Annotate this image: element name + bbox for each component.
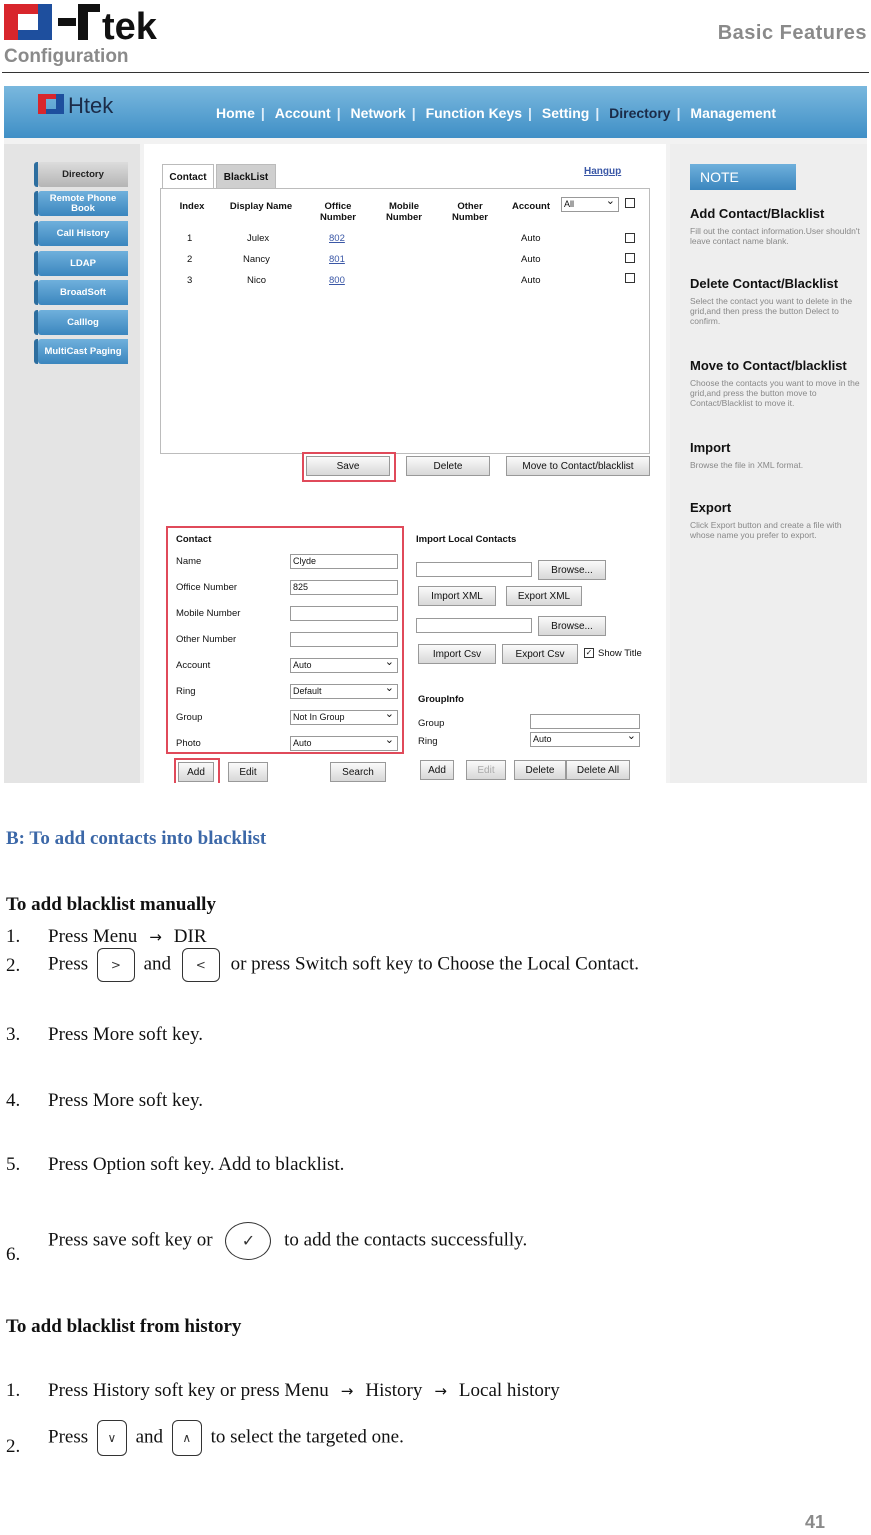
tab-contact[interactable]: Contact	[162, 164, 214, 189]
groupinfo-ring-label: Ring	[418, 736, 438, 747]
row2-index: 2	[187, 254, 193, 265]
sidebar-item-directory[interactable]: Directory	[38, 162, 128, 187]
step5-text: Press Option soft key. Add to blacklist.	[48, 1154, 345, 1175]
step1-text-b: DIR	[173, 926, 207, 947]
step6-num: 6.	[6, 1244, 21, 1265]
hangup-link[interactable]: Hangup	[584, 166, 622, 177]
sidebar-item-ldap[interactable]: LDAP	[38, 251, 128, 276]
step2	[48, 948, 639, 982]
import-csv-file-input[interactable]	[416, 618, 532, 633]
export-xml-button[interactable]: Export XML	[506, 586, 582, 606]
row2-checkbox[interactable]	[625, 253, 635, 263]
step2-and: and	[143, 953, 172, 975]
save-button[interactable]: Save	[306, 456, 390, 476]
search-button[interactable]: Search	[330, 762, 386, 782]
label-ring: Ring	[176, 686, 196, 697]
nav-directory[interactable]: Directory	[609, 105, 671, 121]
row2-name: Nancy	[243, 254, 270, 265]
step2-text-a: Press	[48, 953, 89, 975]
nav-account[interactable]: Account	[274, 105, 331, 121]
header-divider	[2, 72, 869, 73]
delete-button[interactable]: Delete	[406, 456, 490, 476]
label-office-number: Office Number	[176, 582, 238, 593]
note-text-delete: Select the contact you want to delete in the grid,and then press the button Delect to confirm.	[690, 296, 853, 326]
sidebar-item-remote-phone-book[interactable]: Remote Phone Book	[38, 191, 128, 216]
hstep1-num: 1.	[6, 1380, 21, 1401]
row3-account: Auto	[521, 275, 541, 286]
show-title-checkbox[interactable]: ✓	[585, 648, 593, 657]
arrow-icon: →	[149, 928, 162, 946]
grid-header-mobile-number: Mobile Number	[386, 201, 422, 223]
grid-header-office-number: Office Number	[320, 201, 356, 223]
step3-text: Press More soft key.	[48, 1024, 203, 1045]
step2-num: 2.	[6, 955, 21, 976]
left-key-icon: <	[182, 948, 220, 982]
page-number: 41	[804, 1512, 825, 1532]
header-chapter: Configuration	[4, 46, 129, 67]
account-select[interactable]: Auto ⌄	[290, 658, 398, 673]
svg-text:Htek: Htek	[68, 93, 114, 118]
photo-select[interactable]: Auto ⌄	[290, 736, 398, 751]
row3-index: 3	[187, 275, 193, 286]
tab-blacklist[interactable]: BlackList	[216, 164, 276, 190]
step1-num: 1.	[6, 926, 21, 947]
note-panel	[670, 144, 867, 783]
contact-grid	[160, 188, 650, 454]
sidebar-item-multicast-paging[interactable]: MultiCast Paging	[38, 339, 128, 364]
hstep2-text-a: Press	[48, 1426, 89, 1448]
account-filter-select[interactable]: All ⌄	[561, 197, 619, 212]
select-all-checkbox[interactable]	[625, 198, 635, 208]
import-csv-button[interactable]: Import Csv	[418, 644, 496, 664]
ok-key-icon: ✓	[225, 1222, 271, 1260]
hstep2-and: and	[135, 1426, 164, 1448]
step4-text: Press More soft key.	[48, 1090, 203, 1111]
grid-header-index: Index	[179, 201, 205, 212]
step3-num: 3.	[6, 1024, 21, 1045]
groupinfo-title: GroupInfo	[418, 694, 464, 705]
edit-button[interactable]: Edit	[228, 762, 268, 782]
import-xml-button[interactable]: Import XML	[418, 586, 496, 606]
nav-setting[interactable]: Setting	[541, 105, 590, 121]
step2-text-b: or press Switch soft key to Choose the Local Contact.	[230, 953, 639, 975]
hstep1-text-b: History	[365, 1380, 423, 1401]
browse-csv-button[interactable]: Browse...	[538, 616, 606, 636]
note-text-export: Click Export button and create a file with whose name you prefer to export.	[690, 520, 842, 540]
contact-form-title: Contact	[176, 534, 212, 545]
browse-xml-button[interactable]: Browse...	[538, 560, 606, 580]
label-mobile-number: Mobile Number	[176, 608, 241, 619]
nav-home[interactable]: Home	[216, 105, 255, 121]
label-group: Group	[176, 712, 203, 723]
label-name: Name	[176, 556, 202, 567]
group-edit-button[interactable]: Edit	[466, 760, 506, 780]
hstep2-num: 2.	[6, 1436, 21, 1457]
step6-text-b: to add the contacts successfully.	[284, 1229, 528, 1251]
sidebar-item-calllog[interactable]: Calllog	[38, 310, 128, 335]
row3-office[interactable]: 800	[329, 275, 345, 286]
row1-office[interactable]: 802	[329, 233, 345, 244]
right-key-icon: >	[97, 948, 135, 982]
label-other-number: Other Number	[176, 634, 237, 645]
row2-account: Auto	[521, 254, 541, 265]
hstep1-text-a: Press History soft key or press Menu	[48, 1380, 329, 1401]
group-add-button[interactable]: Add	[420, 760, 454, 780]
group-select[interactable]: Not In Group ⌄	[290, 710, 398, 725]
groupinfo-group-input[interactable]	[530, 714, 640, 729]
other-number-input[interactable]	[290, 632, 398, 647]
row1-name: Julex	[247, 233, 270, 244]
import-xml-file-input[interactable]	[416, 562, 532, 577]
arrow-icon: →	[340, 1382, 354, 1400]
note-title: NOTE	[690, 164, 796, 190]
export-csv-button[interactable]: Export Csv	[502, 644, 578, 664]
label-photo: Photo	[176, 738, 201, 749]
sidebar-item-broadsoft[interactable]: BroadSoft	[38, 280, 128, 305]
history-title: To add blacklist from history	[6, 1316, 242, 1337]
show-title-label: Show Title	[598, 648, 642, 659]
section-title: B: To add contacts into blacklist	[6, 828, 267, 849]
office-number-input[interactable]: 825	[290, 580, 398, 595]
add-button[interactable]: Add	[178, 762, 214, 782]
nav-management[interactable]: Management	[690, 105, 776, 121]
note-heading-import: Import	[690, 440, 731, 455]
grid-header-account: Account	[512, 201, 550, 212]
groupinfo-group-label: Group	[418, 718, 445, 729]
nav-network[interactable]: Network	[350, 105, 406, 121]
web-topbar	[4, 86, 867, 138]
move-to-contact-blacklist-button[interactable]: Move to Contact/blacklist	[506, 456, 650, 476]
nav-function-keys[interactable]: Function Keys	[425, 105, 523, 121]
web-nav: Home | Account | Network | Function Keys | Setting | Directory | Management	[216, 105, 776, 121]
note-heading-add: Add Contact/Blacklist	[690, 206, 825, 221]
row1-checkbox[interactable]	[625, 233, 635, 243]
name-input[interactable]: Clyde	[290, 554, 398, 569]
svg-text:tek: tek	[102, 6, 157, 44]
web-brand-logo	[38, 92, 148, 118]
hstep2-text-b: to select the targeted one.	[210, 1426, 404, 1448]
step6	[48, 1222, 527, 1260]
header-section: Basic Features	[717, 22, 867, 44]
groupinfo-ring-select[interactable]: Auto ⌄	[530, 732, 640, 747]
grid-header-display-name: Display Name	[229, 201, 293, 212]
htek-logo	[2, 2, 192, 44]
note-text-import: Browse the file in XML format.	[690, 460, 804, 470]
web-sidebar	[4, 144, 140, 783]
note-heading-move: Move to Contact/blacklist	[690, 358, 847, 373]
row2-office[interactable]: 801	[329, 254, 345, 265]
up-key-icon: ∧	[172, 1420, 202, 1456]
step1	[48, 926, 207, 948]
web-main-panel	[144, 144, 666, 783]
hstep1	[48, 1380, 560, 1402]
label-account: Account	[176, 660, 211, 671]
hstep1-text-c: Local history	[458, 1380, 560, 1401]
step1-text-a: Press Menu	[48, 926, 138, 947]
group-delete-all-button[interactable]: Delete All	[566, 760, 630, 780]
import-local-title: Import Local Contacts	[416, 534, 517, 545]
mobile-number-input[interactable]	[290, 606, 398, 621]
hstep2	[48, 1420, 404, 1456]
note-heading-delete: Delete Contact/Blacklist	[690, 276, 839, 291]
row1-index: 1	[187, 233, 193, 244]
note-text-add: Fill out the contact information.User shouldn't leave contact name blank.	[690, 226, 860, 246]
row1-account: Auto	[521, 233, 541, 244]
step4-num: 4.	[6, 1090, 21, 1111]
ring-select[interactable]: Default ⌄	[290, 684, 398, 699]
manual-title: To add blacklist manually	[6, 894, 216, 915]
grid-header-other-number: Other Number	[452, 201, 488, 223]
step6-text-a: Press save soft key or	[48, 1229, 213, 1251]
arrow-icon: →	[434, 1382, 447, 1400]
note-text-move: Choose the contacts you want to move in the grid,and press the button move to Contact/Blacklist to move it.	[690, 378, 860, 408]
note-heading-export: Export	[690, 500, 732, 515]
row3-name: Nico	[247, 275, 267, 286]
sidebar-item-call-history[interactable]: Call History	[38, 221, 128, 246]
group-delete-button[interactable]: Delete	[514, 760, 566, 780]
step5-num: 5.	[6, 1154, 21, 1175]
down-key-icon: ∨	[97, 1420, 127, 1456]
row3-checkbox[interactable]	[625, 273, 635, 283]
web-ui-screenshot	[4, 86, 867, 783]
